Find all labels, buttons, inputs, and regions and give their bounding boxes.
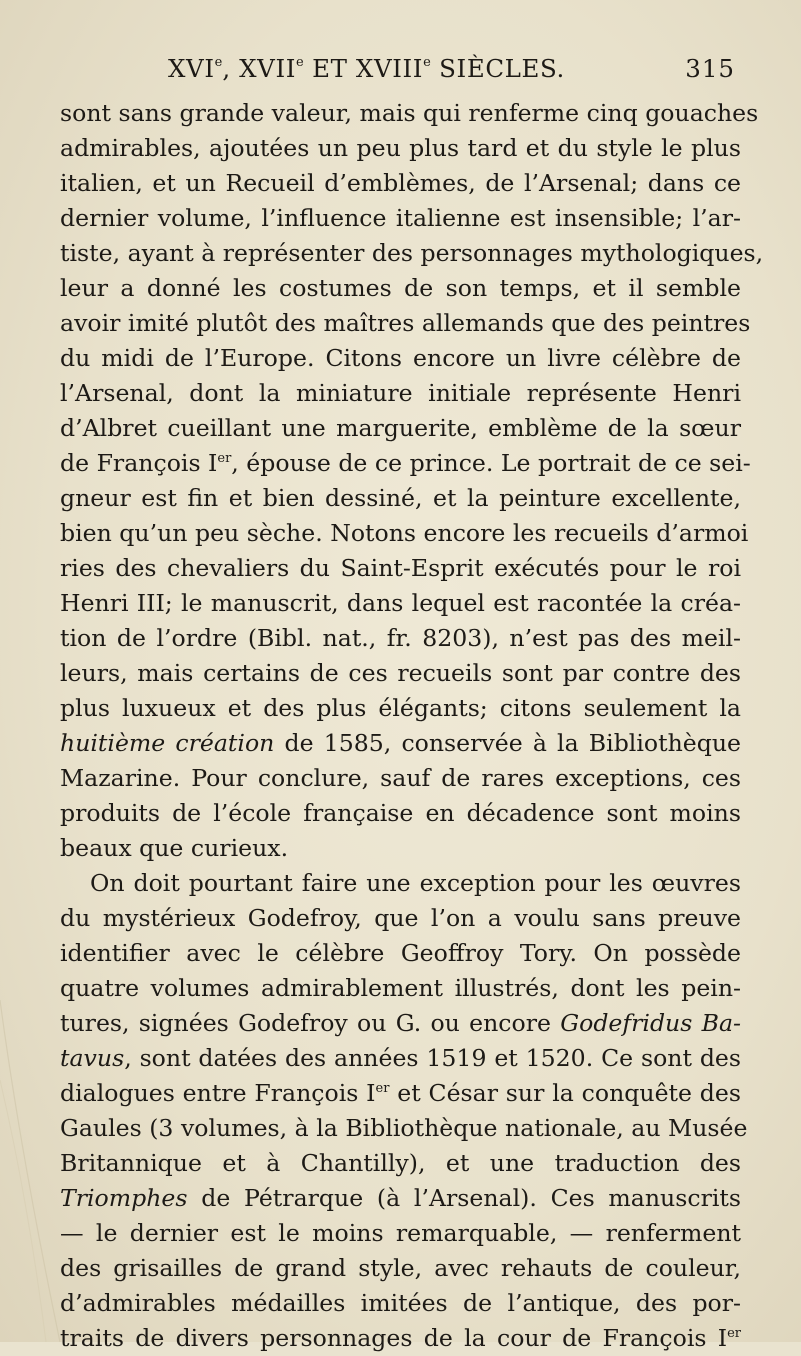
text-line [60,446,751,481]
text-line [60,271,741,306]
italic-title: Godefridus Ba- [560,1009,742,1037]
text-line [60,1111,748,1146]
text-line [60,1286,741,1321]
text-segment: , épouse de ce prince. Le portrait de ce sei- [231,449,751,477]
text-line [60,831,741,866]
text-line [60,1216,741,1251]
running-head-part: , XVII [222,54,296,83]
text-segment: traits de divers personnages de la cour de François I [60,1324,728,1352]
text-segment: sont sans grande valeur, mais qui renferme cinq gouaches [60,99,759,127]
text-segment: d’Albret cueillant une marguerite, emblème de la sœur [60,414,741,442]
text-line [60,516,749,551]
text-line [60,411,741,446]
text-line [60,971,741,1006]
text-line [60,306,751,341]
text-segment: identifier avec le célèbre Geoffroy Tory. On possède [60,939,741,967]
page-number: 315 [685,54,735,83]
text-segment: Mazarine. Pour conclure, sauf de rares exceptions, ces [60,764,741,792]
text-line [60,166,741,201]
text-segment: et César sur la conquête des [389,1079,741,1107]
text-segment: de Pétrarque (à l’Arsenal). Ces manuscrits [187,1184,741,1212]
text-segment: — le dernier est le moins remarquable, — renferment [60,1219,741,1247]
running-head-part: SIÈCLES. [430,54,565,83]
text-segment: Gaules (3 volumes, à la Bibliothèque nationale, au Musée [60,1114,748,1142]
italic-title: Triomphes [60,1184,188,1212]
text-line [60,691,741,726]
text-line [60,1321,741,1356]
text-segment: de François I [60,449,218,477]
text-segment: On doit pourtant faire une exception pour les œuvres [90,869,741,897]
text-segment: de 1585, conservée à la Bibliothèque [274,729,741,757]
ordinal-superscript: er [217,451,232,466]
text-line [60,621,741,656]
text-line [60,1251,741,1286]
text-line [60,1181,741,1216]
text-line [60,551,741,586]
text-segment: leurs, mais certains de ces recueils sont par contre des [60,659,741,687]
text-line [60,1006,741,1041]
text-line [60,131,741,166]
text-line [60,656,741,691]
text-segment: dernier volume, l’influence italienne est insensible; l’ar- [60,204,741,232]
running-head-superscript: e [423,55,431,70]
page-header [60,52,735,92]
text-line [60,481,741,516]
text-segment: des grisailles de grand style, avec rehauts de couleur, [60,1254,741,1282]
text-segment: tiste, ayant à représenter des personnages mythologiques, [60,239,764,267]
text-line [60,901,741,936]
text-segment: produits de l’école française en décadence sont moins [60,799,741,827]
text-segment: du midi de l’Europe. Citons encore un livre célèbre de [60,344,741,372]
text-segment: tion de l’ordre (Bibl. nat., fr. 8203), n’est pas des meil- [60,624,741,652]
text-line [60,796,741,831]
italic-title: tavus [60,1044,125,1072]
running-head-superscript: e [296,55,304,70]
body-text [60,96,764,1356]
text-line [60,201,741,236]
ordinal-superscript: er [727,1326,741,1341]
text-segment: gneur est fin et bien dessiné, et la peinture excellente, [60,484,741,512]
ordinal-superscript: er [375,1081,390,1096]
text-segment: Henri III; le manuscrit, dans lequel est racontée la créa- [60,589,741,617]
text-line [60,761,741,796]
text-segment: du mystérieux Godefroy, que l’on a voulu sans preuve [60,904,741,932]
text-segment: , sont datées des années 1519 et 1520. Ce sont des [124,1044,741,1072]
text-line [60,726,741,761]
text-line [60,866,741,901]
text-segment: beaux que curieux. [60,834,289,862]
text-line [60,1146,741,1181]
text-segment: d’admirables médailles imitées de l’antique, des por- [60,1289,741,1317]
text-line [60,96,759,131]
text-segment: tures, signées Godefroy ou G. ou encore [60,1009,561,1037]
text-line [60,1076,741,1111]
text-segment: italien, et un Recueil d’emblèmes, de l’Arsenal; dans ce [60,169,741,197]
text-segment: leur a donné les costumes de son temps, et il semble [60,274,741,302]
text-segment: quatre volumes admirablement illustrés, dont les pein- [60,974,741,1002]
text-line [60,936,741,971]
text-line [60,236,764,271]
running-head-part: ET XVIII [303,54,424,83]
running-head-superscript: e [214,55,223,70]
text-line [60,586,741,621]
text-line [60,341,741,376]
text-segment: plus luxueux et des plus élégants; citons seulement la [60,694,741,722]
italic-title: huitième création [60,729,275,757]
text-segment: ries des chevaliers du Saint-Esprit exécutés pour le roi [60,554,741,582]
text-line [60,1041,741,1076]
text-segment: avoir imité plutôt des maîtres allemands que des peintres [60,309,751,337]
text-line [60,376,741,411]
running-head-part: XVI [168,54,215,83]
running-head [168,54,565,83]
text-segment: bien qu’un peu sèche. Notons encore les recueils d’armoi [60,519,749,547]
text-segment: dialogues entre François I [60,1079,376,1107]
text-segment: admirables, ajoutées un peu plus tard et du style le plus [60,134,741,162]
text-segment: l’Arsenal, dont la miniature initiale représente Henri [60,379,741,407]
text-segment: Britannique et à Chantilly), et une traduction des [60,1149,741,1177]
